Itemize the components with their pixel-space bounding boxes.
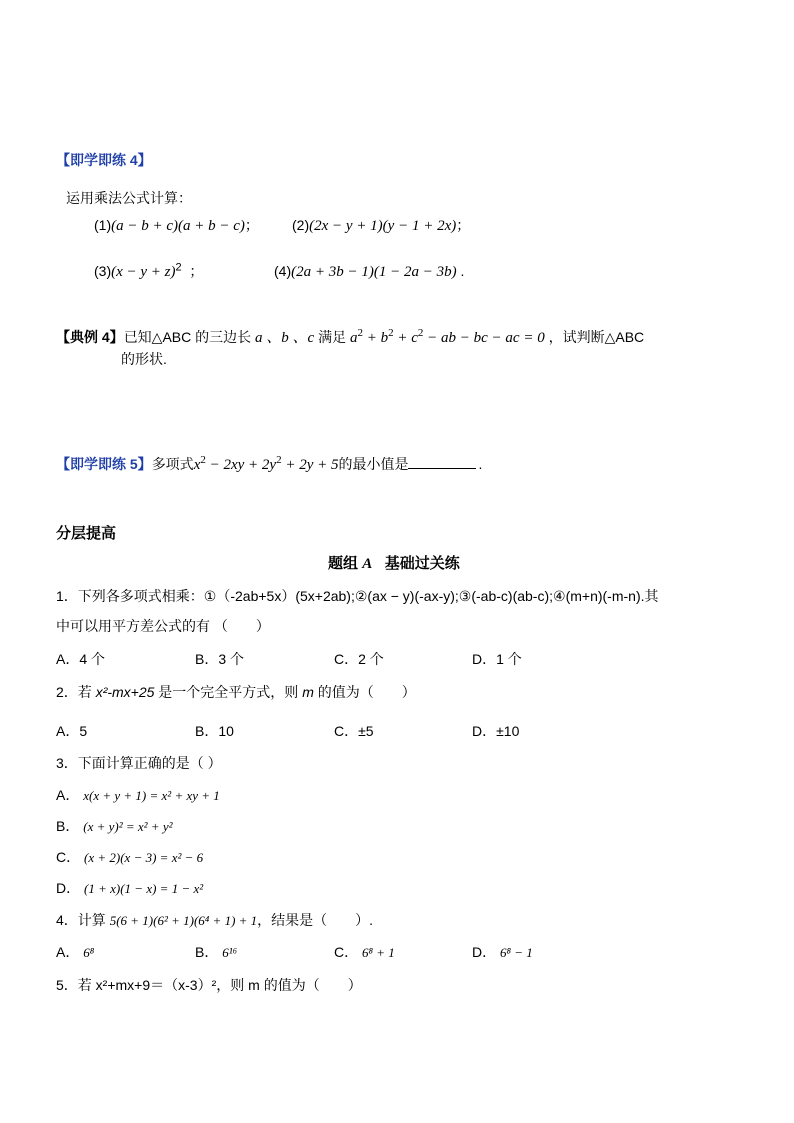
item-expression: (a − b + c)(a + b − c) xyxy=(111,218,245,234)
example4-text-before: 已知△ABC 的三边长 xyxy=(123,329,256,345)
q3-stem: 3．下面计算正确的是（ ） xyxy=(56,755,222,771)
example4-vars: a 、b 、c xyxy=(255,330,315,346)
q2-option-b: B．10 xyxy=(195,723,234,739)
q3-option-c: C． (x + 2)(x − 3) = x² − 6 xyxy=(56,849,204,865)
q3-option-a: A． x(x + y + 1) = x² + xy + 1 xyxy=(56,787,220,803)
item-expression: (x − y + z) xyxy=(111,264,176,280)
answer-blank xyxy=(408,454,476,469)
group-heading: 题组 A 基础过关练 xyxy=(328,555,460,572)
q1-option-c: C．2 个 xyxy=(334,651,384,667)
item-exponent: 2 xyxy=(175,261,182,274)
practice4-item-2 xyxy=(292,216,470,235)
q1-stem-line2: 中可以用平方差公式的有 （ ） xyxy=(56,618,270,634)
q3-option-d: D． (1 + x)(1 − x) = 1 − x² xyxy=(56,880,204,896)
example4-text-after: ，试判断△ABC xyxy=(544,329,645,345)
item-number: (4) xyxy=(274,263,292,279)
item-separator: ； xyxy=(244,217,259,233)
q1-option-b: B．3 个 xyxy=(195,651,245,667)
q2-expression: x²-mx+25 xyxy=(95,684,155,700)
q4-stem: 4．计算 5(6 + 1)(6² + 1)(6⁴ + 1) + 1，结果是（ ）. xyxy=(56,912,374,928)
example4-title: 【典例 4】 xyxy=(56,329,124,345)
q5-stem: 5．若 x²+mx+9＝（x-3）²，则 m 的值为（ ） xyxy=(56,977,362,993)
q4-option-b: B． 6¹⁶ xyxy=(195,944,238,960)
practice5-title: 【即学即练 5】 xyxy=(56,456,152,472)
item-separator: . xyxy=(460,263,465,279)
example4-line2: 的形状. xyxy=(121,351,167,367)
q3-option-b: B． (x + y)² = x² + y² xyxy=(56,818,173,834)
section-heading: 分层提高 xyxy=(56,525,117,542)
q1-option-d: D．1 个 xyxy=(472,651,522,667)
item-number: (1) xyxy=(94,217,112,233)
example4-equation: $a^2 + b^2 + c^2$ − ab − bc − ac = 0 xyxy=(349,327,545,346)
q4-option-c: C． 6⁸ + 1 xyxy=(334,944,395,960)
practice5-text-before: 多项式 xyxy=(151,456,194,472)
q1-stem-line1: 1．下列各多项式相乘：①（-2ab+5x）(5x+2ab);②(ax − y)(-ax-y);③(-ab-c)(ab-c);④(m+n)(-m-n).其 xyxy=(56,588,659,604)
q4-expression: 5(6 + 1)(6² + 1)(6⁴ + 1) + 1 xyxy=(109,913,258,928)
practice4-item-4 xyxy=(274,262,464,281)
q4-option-d: D． 6⁸ − 1 xyxy=(472,944,533,960)
practice4-item-3 xyxy=(94,262,203,281)
practice5-line: 【即学即练 5】多项式$x^2 - 2xy + 2y^2 + 2y + 5$的最小值是 . xyxy=(56,454,483,473)
q2-option-a: A．5 xyxy=(56,723,88,739)
q1-option-a: A．4 个 xyxy=(56,651,106,667)
q2-stem: 2．若 x²-mx+25 是一个完全平方式，则 m 的值为（ ） xyxy=(56,684,416,700)
practice4-title: 【即学即练 4】 xyxy=(56,152,152,168)
practice5-polynomial: $x^2 - 2xy + 2y^2 + 2y + 5$ xyxy=(193,454,339,473)
item-number: (3) xyxy=(94,263,112,279)
item-separator: ； xyxy=(456,217,471,233)
example4-line1 xyxy=(56,328,644,347)
practice4-item-1 xyxy=(94,216,259,235)
item-expression: (2a + 3b − 1)(1 − 2a − 3b) xyxy=(291,264,457,280)
practice4-instruction: 运用乘法公式计算： xyxy=(66,190,192,206)
q2-option-d: D．±10 xyxy=(472,723,520,739)
item-expression: (2x − y + 1)(y − 1 + 2x) xyxy=(309,218,457,234)
q2-option-c: C．±5 xyxy=(334,723,374,739)
item-number: (2) xyxy=(292,217,310,233)
q4-option-a: A． 6⁸ xyxy=(56,944,95,960)
practice5-text-after: 的最小值是 xyxy=(338,456,409,472)
example4-text-mid: 满足 xyxy=(314,329,350,345)
item-separator: ； xyxy=(189,263,204,279)
